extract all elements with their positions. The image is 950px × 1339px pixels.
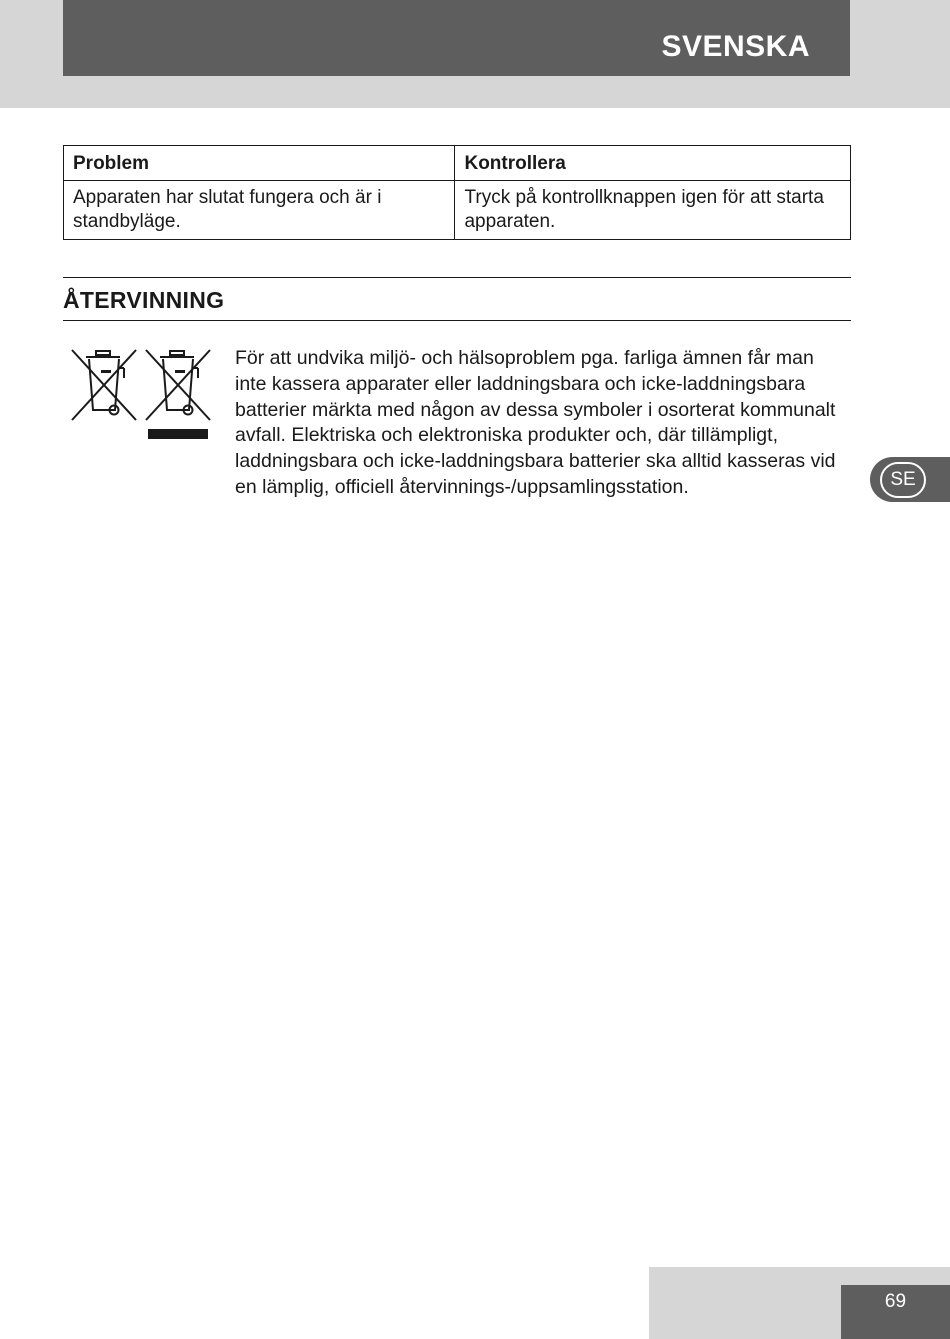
table-cell-solution: Tryck på kontrollknappen igen för att starta apparaten. xyxy=(455,181,851,240)
table-header-row xyxy=(64,146,851,181)
language-title: SVENSKA xyxy=(661,30,810,63)
header-title-bar xyxy=(63,0,850,76)
section-divider-bottom xyxy=(63,320,851,321)
troubleshooting-table xyxy=(63,145,851,240)
column-header-problem: Problem xyxy=(64,146,455,181)
language-tab-label: SE xyxy=(880,462,926,498)
page-number-box xyxy=(841,1285,950,1339)
crossed-out-wheelie-bin-with-bar-icon xyxy=(144,348,212,442)
table-cell-problem: Apparaten har slutat fungera och är i standbyläge. xyxy=(64,181,455,240)
section-divider-top xyxy=(63,277,851,278)
table-row xyxy=(64,181,851,240)
page-number: 69 xyxy=(884,1291,907,1312)
column-header-kontrollera: Kontrollera xyxy=(455,146,851,181)
crossed-out-wheelie-bin-icon xyxy=(70,348,138,424)
section-heading: ÅTERVINNING xyxy=(63,287,225,313)
recycling-paragraph: För att undvika miljö- och hälsoproblem pga. farliga ämnen får man inte kassera apparater eller laddningsbara och icke-laddningsbara batterier märkta med någon av dessa symboler i osorterat kommunalt avfall. Elektriska och elektroniska produkter och, där tillämpligt, laddningsbara och icke-laddningsbara batterier ska alltid kasseras vid en lämplig, officiell återvinnings-/uppsamlingsstation. xyxy=(235,347,836,498)
language-tab xyxy=(870,457,950,502)
